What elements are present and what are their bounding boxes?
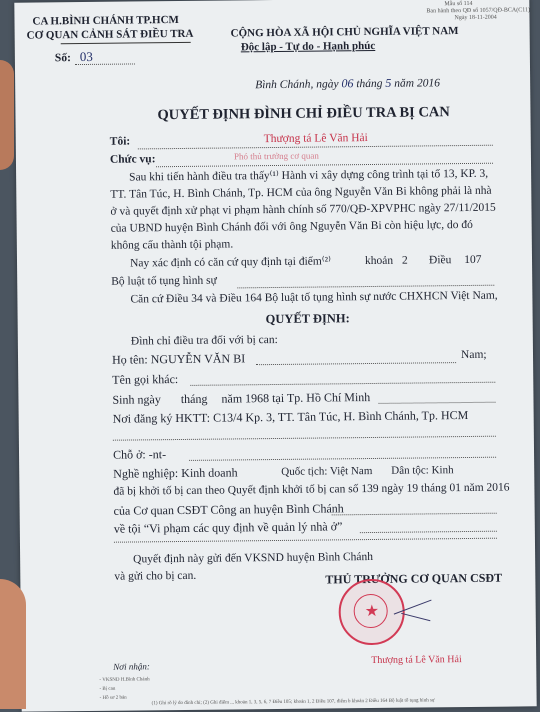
co-quan-line: của Cơ quan CSĐT Công an huyện Bình Chánh	[113, 501, 344, 518]
recipients-label: Nơi nhận:	[113, 661, 150, 672]
para1-line4: của UBND huyện Bình Chánh đối với ông Nguyễn Văn Bi còn hiệu lực, do đó	[110, 218, 473, 235]
nation-motto: Độc lập - Tự do - Hạnh phúc	[240, 39, 376, 54]
khoan: khoản 2	[364, 254, 408, 268]
signature-title: THỦ TRƯỞNG CƠ QUAN CSĐT	[325, 570, 503, 587]
hktt: Nơi đăng ký HKTT: C13/4 Kp. 3, TT. Tân Túc, H. Bình Chánh, Tp. HCM	[112, 407, 469, 426]
tengoikhac-label: Tên gọi khác:	[112, 372, 179, 387]
toi-label: Tôi:	[109, 135, 131, 148]
dieu: Điều 107	[428, 253, 482, 267]
ve-toi: về tội “Vi phạm các quy định về quản lý nhà ở”	[113, 519, 343, 536]
khoi-to-line: đã bị khởi tố bị can theo Quyết định khởi tố bị can số 139 ngày 19 tháng 01 năm 2016	[113, 481, 510, 498]
para1-line3: ở và quyết định xử phạt vi phạm hành chính số 770/QĐ-XPVPHC ngày 27/11/2015	[110, 201, 496, 218]
gui-line-1: Quyết định này gửi đến VKSND huyện Bình Chánh	[133, 550, 374, 566]
chucvu-label: Chức vụ:	[109, 153, 156, 166]
document-number: 03	[79, 48, 93, 65]
toi-value: Thượng tá Lê Văn Hải	[263, 132, 368, 146]
footnote: (1) Ghi rõ lý do đình chỉ; (2) Ghi điểm ... khoản 1, 3, 5, 6, 7 Điều 105; khoản 1, 2 Điều 107, điểm b khoản 2 Điều 164 Bộ luật tố tụng hình sự	[151, 698, 435, 707]
choo: Chỗ ở: -nt-	[112, 447, 167, 462]
form-code-1: Mẫu số 114	[444, 0, 473, 8]
recipient-item: - Hồ sơ 2 bản	[99, 695, 127, 701]
hoten: Họ tên: NGUYỄN VĂN BI	[111, 351, 246, 367]
nation-name: CỘNG HÒA XÃ HỘI CHỦ NGHĨA VIỆT NAM	[230, 25, 459, 40]
document-date: Bình Chánh, ngày 06 tháng 5 năm 2016	[255, 75, 440, 92]
thumb	[0, 579, 26, 709]
chucvu-value: Phó thủ trưởng cơ quan	[233, 150, 319, 162]
recipient-item: - VKSND H.Bình Chánh	[99, 677, 150, 683]
para1-line5: không cấu thành tội phạm.	[110, 238, 234, 252]
quoc-tich: Quốc tịch: Việt Nam	[281, 464, 373, 478]
gui-line-2: và gửi cho bị can.	[114, 569, 197, 583]
gender: Nam;	[460, 348, 487, 362]
para3: Căn cứ Điều 34 và Điều 164 Bộ luật tố tụng hình sự nước CHXHCN Việt Nam,	[130, 289, 498, 306]
decision-intro: Đình chỉ điều tra đối với bị can:	[130, 333, 278, 348]
dan-toc: Dân tộc: Kinh	[391, 464, 454, 477]
agency-line-1: CA H.BÌNH CHÁNH TP.HCM	[32, 13, 179, 28]
recipient-item: - Bị can	[99, 686, 116, 692]
finger	[0, 60, 14, 170]
para1-line2: TT. Tân Túc, H. Bình Chánh, Tp. HCM của ông Nguyễn Văn Bi không phải là nhà	[110, 184, 492, 201]
official-seal-icon: ★	[338, 579, 405, 646]
decision-heading: QUYẾT ĐỊNH:	[265, 311, 350, 327]
signer-name: Thượng tá Lê Văn Hải	[371, 654, 462, 667]
document-page	[14, 0, 536, 712]
para2-line2: Bộ luật tố tụng hình sự	[111, 274, 217, 288]
para2-line1: Nay xác định có căn cứ quy định tại điểm⁽²⁾	[129, 255, 331, 270]
sinh: Sinh ngày tháng năm 1968 tại Tp. Hồ Chí Minh	[112, 390, 371, 407]
nghe-nghiep: Nghề nghiệp: Kinh doanh	[113, 465, 238, 481]
form-code-2: Ban hành theo QĐ số 1057/QĐ-BCA(C11)	[426, 7, 531, 15]
form-code-3: Ngày 18-11-2004	[454, 14, 497, 22]
document-title: QUYẾT ĐỊNH ĐÌNH CHỈ ĐIỀU TRA BỊ CAN	[157, 104, 450, 124]
document-number-label: Số:	[54, 52, 71, 65]
para1-line1: Sau khi tiến hành điều tra thấy⁽¹⁾ Hành vi xây dựng công trình tại tổ 13, KP. 3,	[129, 167, 489, 184]
agency-line-2: CƠ QUAN CẢNH SÁT ĐIỀU TRA	[26, 27, 194, 42]
